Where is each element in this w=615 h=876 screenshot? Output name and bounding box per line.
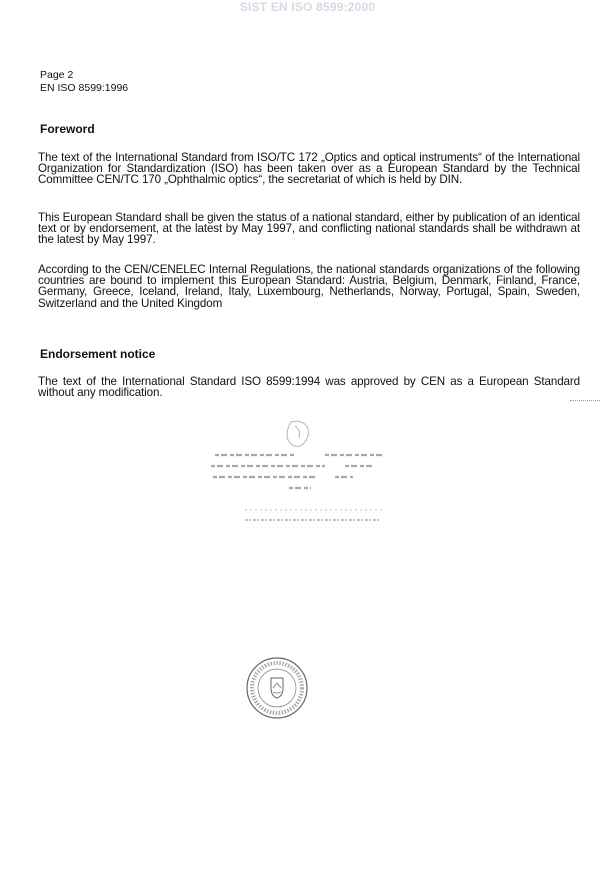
page-number: Page 2 [40,69,74,81]
official-seal [245,656,309,720]
document-id: EN ISO 8599:1996 [40,82,129,94]
foreword-paragraph-1: The text of the International Standard from ISO/TC 172 „Optics and optical instruments“ of the International Organization for Standardization (ISO) has been taken over as a European Standard by the Technical Committee CEN/TC 170 „Ophthalmic optics“, the secretariat of which is held by DIN. [38,151,580,187]
foreword-paragraph-2: This European Standard shall be given the status of a national standard, either by publication of an identical text or by endorsement, at the latest by May 1997, and conflicting national standards shall be withdrawn at the latest by May 1997. [38,211,580,247]
foreword-paragraph-3: According to the CEN/CENELEC Internal Regulations, the national standards organizations of the following countries are bound to implement this European Standard: Austria, Belgium, Denmark, Finland, France, Germany, Greece, Iceland, Ireland, Italy, Luxembourg, Netherlands, Norway, Portugal, Spain, Sweden, Switzerland and the United Kingdom [38,263,580,310]
faded-stamp-impression [205,418,395,528]
endorsement-paragraph: The text of the International Standard ISO 8599:1994 was approved by CEN as a European Standard without any modification. [38,375,580,400]
margin-mark [570,400,600,401]
watermark: SIST EN ISO 8599:2000 [239,0,376,14]
endorsement-heading: Endorsement notice [40,347,156,361]
foreword-heading: Foreword [40,122,95,136]
page-header [40,69,128,95]
